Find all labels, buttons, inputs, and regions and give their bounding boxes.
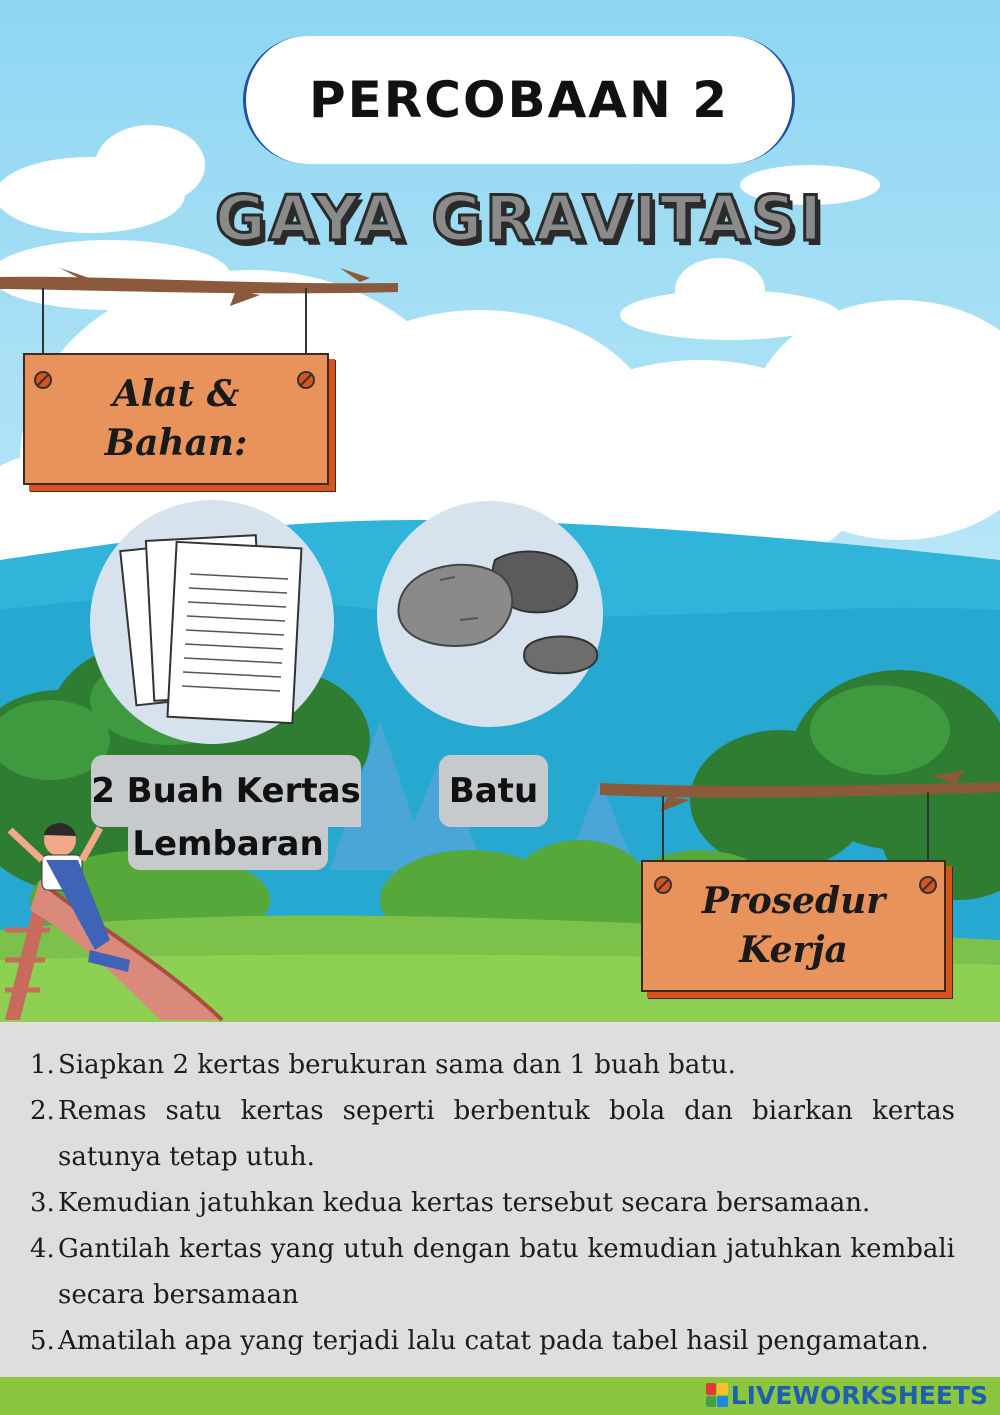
- stone-label-box: [439, 755, 548, 827]
- step-text: Siapkan 2 kertas berukuran sama dan 1 buah batu.: [58, 1050, 736, 1080]
- paper-sheets-icon: [120, 535, 301, 723]
- procedure-sign-label: Prosedur Kerja: [701, 880, 886, 971]
- procedure-step: [30, 1180, 955, 1226]
- brand-text: LIVEWORKSHEETS: [730, 1380, 988, 1410]
- procedure-step: [30, 1318, 955, 1364]
- paper-label-box-continued: [128, 818, 328, 870]
- procedure-sign: [641, 860, 946, 992]
- page-subtitle: GAYA GRAVITASI: [214, 182, 826, 255]
- title-banner: [243, 36, 795, 164]
- step-text: Amatilah apa yang terjadi lalu catat pada tabel hasil pengamatan.: [58, 1326, 929, 1356]
- step-number: 3.: [30, 1188, 55, 1218]
- page-title: PERCOBAAN 2: [308, 71, 730, 129]
- step-number: 5.: [30, 1326, 55, 1356]
- paper-label-line2: Lembaran: [132, 823, 324, 864]
- paper-label-line1: 2 Buah Kertas: [91, 770, 361, 811]
- step-text: Kemudian jatuhkan kedua kertas tersebut secara bersamaan.: [58, 1188, 871, 1218]
- materials-sign: [23, 353, 329, 485]
- step-text: Remas satu kertas seperti berbentuk bola dan biarkan kertas satunya tetap utuh.: [58, 1096, 955, 1172]
- step-text: Gantilah kertas yang utuh dengan batu kemudian jatuhkan kembali secara bersamaan: [58, 1234, 955, 1310]
- paper-label-box: [91, 755, 361, 827]
- procedure-step: [30, 1226, 955, 1318]
- stone-label: Batu: [448, 770, 539, 811]
- procedure-step: [30, 1042, 955, 1088]
- liveworksheets-brand[interactable]: [706, 1380, 988, 1410]
- procedure-step: [30, 1088, 955, 1180]
- procedure-panel: [0, 1022, 1000, 1377]
- step-number: 2.: [30, 1096, 55, 1126]
- procedure-steps-list: [30, 1042, 955, 1364]
- step-number: 1.: [30, 1050, 55, 1080]
- step-number: 4.: [30, 1234, 55, 1264]
- materials-sign-label: Alat & Bahan:: [104, 373, 248, 464]
- liveworksheets-logo-icon: [706, 1383, 728, 1407]
